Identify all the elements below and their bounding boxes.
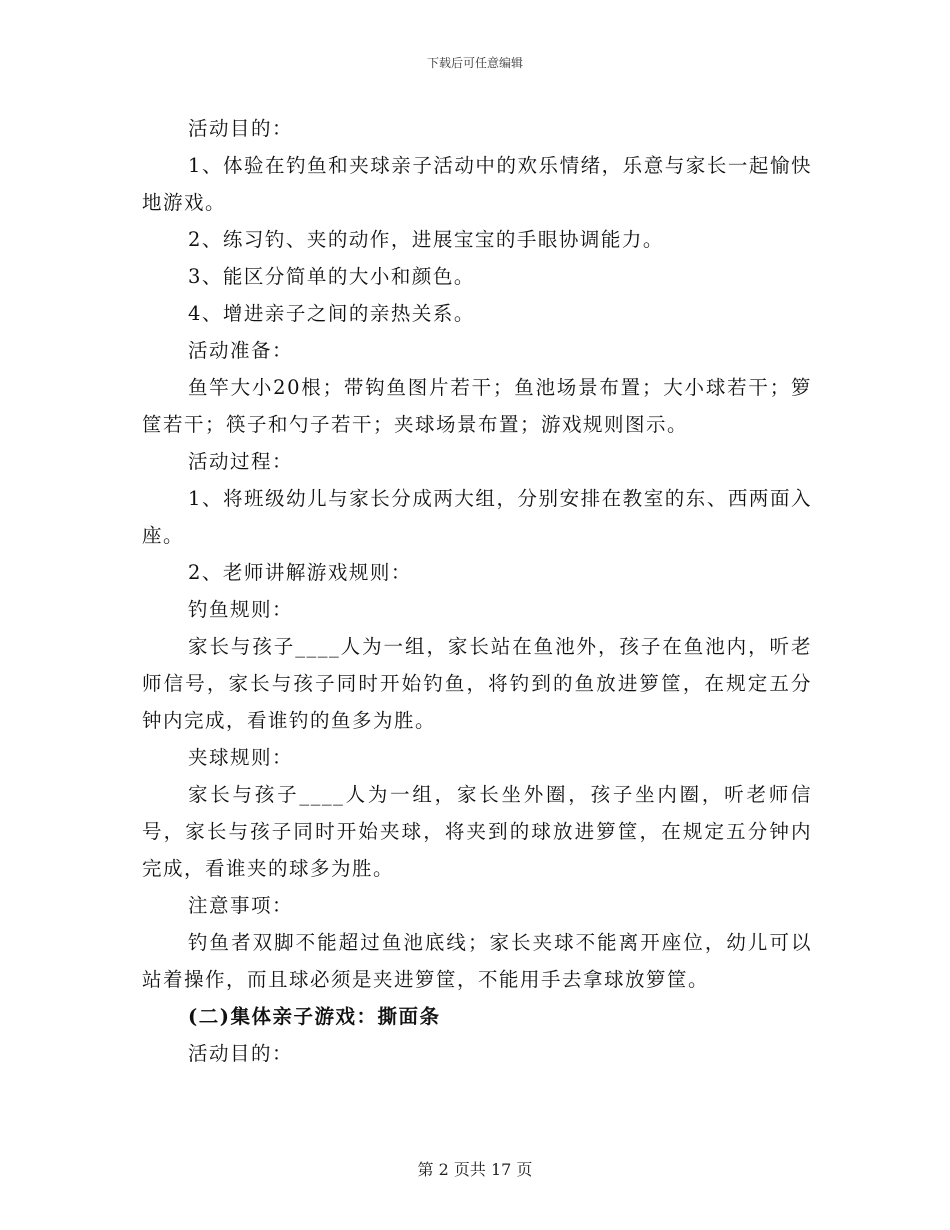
section-heading: (二)集体亲子游戏：撕面条 xyxy=(188,1005,441,1028)
document-body xyxy=(142,110,812,1072)
paragraph: 4、增进亲子之间的亲热关系。 xyxy=(188,302,475,325)
heading-activity-goal: 活动目的： xyxy=(188,117,294,140)
heading-activity-goal-2: 活动目的： xyxy=(188,1042,294,1065)
paragraph: 2、练习钓、夹的动作，进展宝宝的手眼协调能力。 xyxy=(188,228,664,251)
paragraph: 1、体验在钓鱼和夹球亲子活动中的欢乐情绪，乐意与家长一起愉快地游戏。 xyxy=(142,154,812,214)
heading-notes: 注意事项： xyxy=(188,894,294,917)
heading-activity-preparation: 活动准备： xyxy=(188,339,294,362)
page-header: 下载后可任意编辑 xyxy=(426,56,523,70)
page-footer: 第 2 页共 17 页 xyxy=(417,1160,533,1179)
heading-activity-process: 活动过程： xyxy=(188,450,294,473)
paragraph: 3、能区分简单的大小和颜色。 xyxy=(188,265,475,288)
paragraph: 家长与孩子____人为一组，家长站在鱼池外，孩子在鱼池内，听老师信号，家长与孩子同时开始钓鱼，将钓到的鱼放进箩筐，在规定五分钟内完成，看谁钓的鱼多为胜。 xyxy=(142,635,812,732)
paragraph: 鱼竿大小20根；带钩鱼图片若干；鱼池场景布置；大小球若干；箩筐若干；筷子和勺子若干；夹球场景布置；游戏规则图示。 xyxy=(142,376,812,436)
paragraph: 1、将班级幼儿与家长分成两大组，分别安排在教室的东、西两面入座。 xyxy=(142,487,812,547)
paragraph: 家长与孩子____人为一组，家长坐外圈，孩子坐内圈，听老师信号，家长与孩子同时开始夹球，将夹到的球放进箩筐，在规定五分钟内完成，看谁夹的球多为胜。 xyxy=(142,783,812,880)
heading-fishing-rules: 钓鱼规则： xyxy=(188,598,294,621)
paragraph: 钓鱼者双脚不能超过鱼池底线；家长夹球不能离开座位，幼儿可以站着操作，而且球必须是夹进箩筐，不能用手去拿球放箩筐。 xyxy=(142,931,812,991)
heading-ball-rules: 夹球规则： xyxy=(188,746,294,769)
paragraph: 2、老师讲解游戏规则： xyxy=(188,561,412,584)
